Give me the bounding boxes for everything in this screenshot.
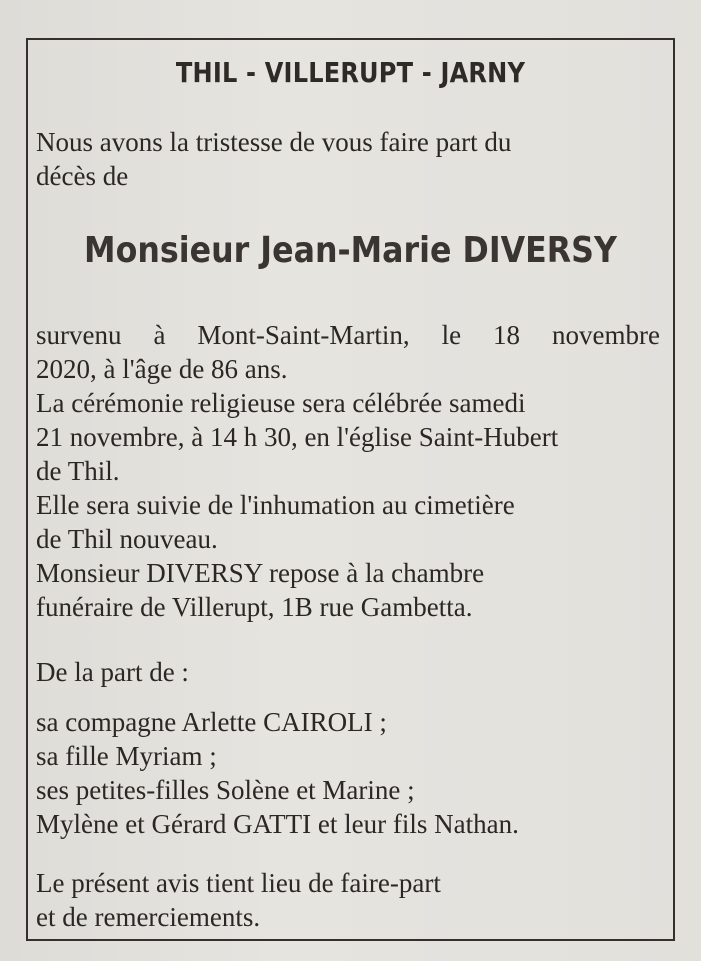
details-line: Monsieur DIVERSY repose à la chambre bbox=[36, 558, 485, 588]
intro-paragraph bbox=[36, 125, 511, 193]
family-line: sa compagne Arlette CAIROLI ; bbox=[36, 707, 387, 737]
notice-heading: THIL - VILLERUPT - JARNY bbox=[175, 56, 526, 89]
details-line: La cérémonie religieuse sera célébrée samedi bbox=[36, 388, 526, 418]
details-line: de Thil nouveau. bbox=[36, 524, 218, 554]
closing-paragraph bbox=[36, 866, 441, 934]
from-label-text: De la part de : bbox=[36, 657, 189, 687]
family-list bbox=[36, 705, 519, 841]
family-line: ses petites-filles Solène et Marine ; bbox=[36, 775, 415, 805]
details-line: funéraire de Villerupt, 1B rue Gambetta. bbox=[36, 592, 473, 622]
details-line: survenu à Mont-Saint-Martin, le 18 novembre bbox=[36, 320, 660, 350]
intro-line: décès de bbox=[36, 161, 129, 191]
deceased-name: Monsieur Jean-Marie DIVERSY bbox=[84, 230, 617, 271]
details-line: de Thil. bbox=[36, 456, 120, 486]
details-line: 2020, à l'âge de 86 ans. bbox=[36, 354, 288, 384]
details-line: 21 novembre, à 14 h 30, en l'église Saint-Hubert bbox=[36, 422, 559, 452]
details-line: Elle sera suivie de l'inhumation au cimetière bbox=[36, 490, 515, 520]
family-line: sa fille Myriam ; bbox=[36, 741, 217, 771]
closing-line: et de remerciements. bbox=[36, 902, 261, 932]
intro-line: Nous avons la tristesse de vous faire part du bbox=[36, 127, 512, 157]
from-label bbox=[36, 655, 189, 689]
details-paragraph bbox=[36, 318, 660, 624]
family-line: Mylène et Gérard GATTI et leur fils Nathan. bbox=[36, 809, 519, 839]
closing-line: Le présent avis tient lieu de faire-part bbox=[36, 868, 441, 898]
